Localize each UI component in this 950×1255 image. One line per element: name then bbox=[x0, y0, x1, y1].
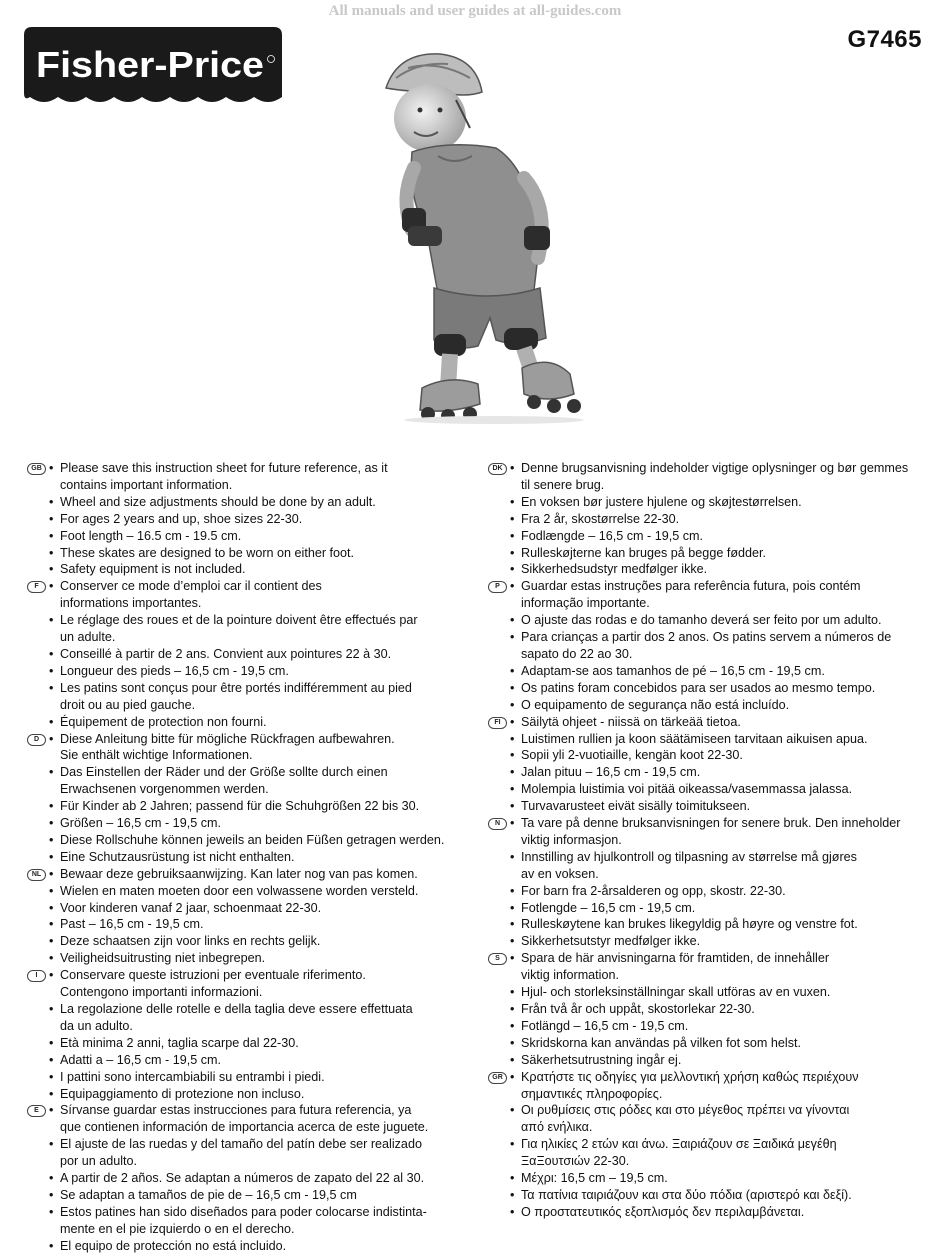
lang-badge: P bbox=[488, 581, 507, 593]
list-item: • Turvavarusteet eivät sisälly toimitukseen. bbox=[521, 798, 925, 815]
svg-text:Fisher-Price: Fisher-Price bbox=[36, 44, 264, 85]
lang-badge: F bbox=[27, 581, 46, 593]
lang-section-d bbox=[24, 731, 464, 866]
lang-badge: I bbox=[27, 970, 46, 982]
list-item: • O equipamento de segurança não está incluído. bbox=[521, 697, 925, 714]
list-item: • Για ηλικίες 2 ετών και άνω. Ξαιριάζουν σε Ξαιδικά μεγέθη ΞαΞουτσιών 22-30. bbox=[521, 1136, 925, 1170]
list-item: • Κρατήστε τις οδηγίες για μελλοντική χρήση καθώς περιέχουν σημαντικές πληροφορίες. bbox=[521, 1069, 925, 1103]
list-item: • Jalan pituu – 16,5 cm - 19,5 cm. bbox=[521, 764, 925, 781]
list-item: • Deze schaatsen zijn voor links en rechts gelijk. bbox=[60, 933, 464, 950]
list-item: • Voor kinderen vanaf 2 jaar, schoenmaat 22-30. bbox=[60, 900, 464, 917]
list-item: • Ο προστατευτικός εξοπλισμός δεν περιλαμβάνεται. bbox=[521, 1204, 925, 1221]
list-item: • El equipo de protección no está incluido. bbox=[60, 1238, 464, 1255]
list-item: • Wheel and size adjustments should be done by an adult. bbox=[60, 494, 464, 511]
list-item: • I pattini sono intercambiabili su entrambi i piedi. bbox=[60, 1069, 464, 1086]
list-item: • Innstilling av hjulkontroll og tilpasning av størrelse må gjøres av en voksen. bbox=[521, 849, 925, 883]
lang-badge: N bbox=[488, 818, 507, 830]
list-item: • Rulleskøytene kan brukes likegyldig på høyre og venstre fot. bbox=[521, 916, 925, 933]
list-item: • Se adaptan a tamaños de pie de – 16,5 cm - 19,5 cm bbox=[60, 1187, 464, 1204]
list-item: • Équipement de protection non fourni. bbox=[60, 714, 464, 731]
list-item: • Safety equipment is not included. bbox=[60, 561, 464, 578]
list-item: • Skridskorna kan användas på vilken fot som helst. bbox=[521, 1035, 925, 1052]
list-item: • Diese Anleitung bitte für mögliche Rückfragen aufbewahren. Sie enthält wichtige Informationen. bbox=[60, 731, 464, 765]
list-item: • Sírvanse guardar estas instrucciones para futura referencia, ya que contienen información de importancia acerca de este juguete. bbox=[60, 1102, 464, 1136]
list-item: • Das Einstellen der Räder und der Größe sollte durch einen Erwachsenen vorgenommen werden. bbox=[60, 764, 464, 798]
list-item: • Molempia luistimia voi pitää oikeassa/vasemmassa jalassa. bbox=[521, 781, 925, 798]
lang-section-p bbox=[485, 578, 925, 713]
list-item: • Estos patines han sido diseñados para poder colocarse indistinta- mente en el pie izquierdo o en el derecho. bbox=[60, 1204, 464, 1238]
lang-section-s bbox=[485, 950, 925, 1068]
list-item: • Säkerhetsutrustning ingår ej. bbox=[521, 1052, 925, 1069]
list-item: • Adaptam-se aos tamanhos de pé – 16,5 cm - 19,5 cm. bbox=[521, 663, 925, 680]
list-item: • Fra 2 år, skostørrelse 22-30. bbox=[521, 511, 925, 528]
list-item: • Luistimen rullien ja koon säätämiseen tarvitaan aikuisen apua. bbox=[521, 731, 925, 748]
lang-section-nl bbox=[24, 866, 464, 967]
list-item: • Past – 16,5 cm - 19,5 cm. bbox=[60, 916, 464, 933]
lang-section-gb bbox=[24, 460, 464, 578]
list-item: • For ages 2 years and up, shoe sizes 22-30. bbox=[60, 511, 464, 528]
lang-badge: GB bbox=[27, 463, 46, 475]
list-item: • Für Kinder ab 2 Jahren; passend für die Schuhgrößen 22 bis 30. bbox=[60, 798, 464, 815]
list-item: • Foot length – 16.5 cm - 19.5 cm. bbox=[60, 528, 464, 545]
list-item: • Para crianças a partir dos 2 anos. Os patins servem a números de sapato do 22 ao 30. bbox=[521, 629, 925, 663]
list-item: • For barn fra 2-årsalderen og opp, skostr. 22-30. bbox=[521, 883, 925, 900]
list-item: • O ajuste das rodas e do tamanho deverá ser feito por um adulto. bbox=[521, 612, 925, 629]
list-item: • Conseillé à partir de 2 ans. Convient aux pointures 22 à 30. bbox=[60, 646, 464, 663]
child-on-inline-skates-photo bbox=[378, 48, 610, 426]
list-item: • Bewaar deze gebruiksaanwijzing. Kan later nog van pas komen. bbox=[60, 866, 464, 883]
list-item: • Ta vare på denne bruksanvisningen for senere bruk. Den inneholder viktig informasjon. bbox=[521, 815, 925, 849]
watermark: All manuals and user guides at all-guides.com bbox=[328, 3, 622, 19]
lang-badge: FI bbox=[488, 717, 507, 729]
list-item: • Adatti a – 16,5 cm - 19,5 cm. bbox=[60, 1052, 464, 1069]
list-item: • La regolazione delle rotelle e della taglia deve essere effettuata da un adulto. bbox=[60, 1001, 464, 1035]
list-item: • Guardar estas instruções para referência futura, pois contém informação importante. bbox=[521, 578, 925, 612]
lang-section-n bbox=[485, 815, 925, 950]
list-item: • Wielen en maten moeten door een volwassene worden versteld. bbox=[60, 883, 464, 900]
list-item: • Età minima 2 anni, taglia scarpe dal 22-30. bbox=[60, 1035, 464, 1052]
lang-section-fi bbox=[485, 714, 925, 815]
list-item: • Οι ρυθμίσεις στις ρόδες και στο μέγεθος πρέπει να γίνονται από ενήλικα. bbox=[521, 1102, 925, 1136]
lang-badge: D bbox=[27, 734, 46, 746]
list-item: • Τα πατίνια ταιριάζουν και στα δύο πόδια (αριστερό και δεξί). bbox=[521, 1187, 925, 1204]
lang-section-gr bbox=[485, 1069, 925, 1221]
list-item: • Sikkerhetsutstyr medfølger ikke. bbox=[521, 933, 925, 950]
instructions-left-column bbox=[24, 460, 464, 1255]
list-item: • Fodlængde – 16,5 cm - 19,5 cm. bbox=[521, 528, 925, 545]
list-item: • Diese Rollschuhe können jeweils an beiden Füßen getragen werden. bbox=[60, 832, 464, 849]
list-item: • Μέχρι: 16,5 cm – 19,5 cm. bbox=[521, 1170, 925, 1187]
list-item: • Eine Schutzausrüstung ist nicht enthalten. bbox=[60, 849, 464, 866]
list-item: • Rulleskøjterne kan bruges på begge fødder. bbox=[521, 545, 925, 562]
list-item: • Sopii yli 2-vuotiaille, kengän koot 22-30. bbox=[521, 747, 925, 764]
list-item: • Fotlängd – 16,5 cm - 19,5 cm. bbox=[521, 1018, 925, 1035]
lang-badge: NL bbox=[27, 869, 46, 881]
list-item: • Veiligheidsuitrusting niet inbegrepen. bbox=[60, 950, 464, 967]
list-item: • Les patins sont conçus pour être portés indifféremment au pied droit ou au pied gauche. bbox=[60, 680, 464, 714]
list-item: • Denne brugsanvisning indeholder vigtige oplysninger og bør gemmes til senere brug. bbox=[521, 460, 925, 494]
list-item: • Spara de här anvisningarna för framtiden, de innehåller viktig information. bbox=[521, 950, 925, 984]
list-item: • Conservare queste istruzioni per eventuale riferimento. Contengono importanti informazioni. bbox=[60, 967, 464, 1001]
list-item: • En voksen bør justere hjulene og skøjtestørrelsen. bbox=[521, 494, 925, 511]
model-number: G7465 bbox=[847, 26, 922, 53]
list-item: • Equipaggiamento di protezione non incluso. bbox=[60, 1086, 464, 1103]
list-item: • Please save this instruction sheet for future reference, as it contains important information. bbox=[60, 460, 464, 494]
list-item: • Säilytä ohjeet - niissä on tärkeää tietoa. bbox=[521, 714, 925, 731]
list-item: • Från två år och uppåt, skostorlekar 22-30. bbox=[521, 1001, 925, 1018]
list-item: • A partir de 2 años. Se adaptan a números de zapato del 22 al 30. bbox=[60, 1170, 464, 1187]
lang-badge: DK bbox=[488, 463, 507, 475]
list-item: • El ajuste de las ruedas y del tamaño del patín debe ser realizado por un adulto. bbox=[60, 1136, 464, 1170]
list-item: • Le réglage des roues et de la pointure doivent être effectués par un adulte. bbox=[60, 612, 464, 646]
lang-section-i bbox=[24, 967, 464, 1102]
list-item: • Größen – 16,5 cm - 19,5 cm. bbox=[60, 815, 464, 832]
lang-section-e bbox=[24, 1102, 464, 1254]
list-item: • Conserver ce mode d’emploi car il contient des informations importantes. bbox=[60, 578, 464, 612]
lang-badge: S bbox=[488, 953, 507, 965]
lang-badge: GR bbox=[488, 1072, 507, 1084]
list-item: • Os patins foram concebidos para ser usados ao mesmo tempo. bbox=[521, 680, 925, 697]
list-item: • Sikkerhedsudstyr medfølger ikke. bbox=[521, 561, 925, 578]
lang-section-dk bbox=[485, 460, 925, 578]
fisher-price-logo bbox=[24, 27, 282, 107]
list-item: • Longueur des pieds – 16,5 cm - 19,5 cm. bbox=[60, 663, 464, 680]
list-item: • These skates are designed to be worn on either foot. bbox=[60, 545, 464, 562]
list-item: • Fotlengde – 16,5 cm - 19,5 cm. bbox=[521, 900, 925, 917]
lang-badge: E bbox=[27, 1105, 46, 1117]
instructions-right-column bbox=[485, 460, 925, 1221]
list-item: • Hjul- och storleksinställningar skall utföras av en vuxen. bbox=[521, 984, 925, 1001]
lang-section-f bbox=[24, 578, 464, 730]
